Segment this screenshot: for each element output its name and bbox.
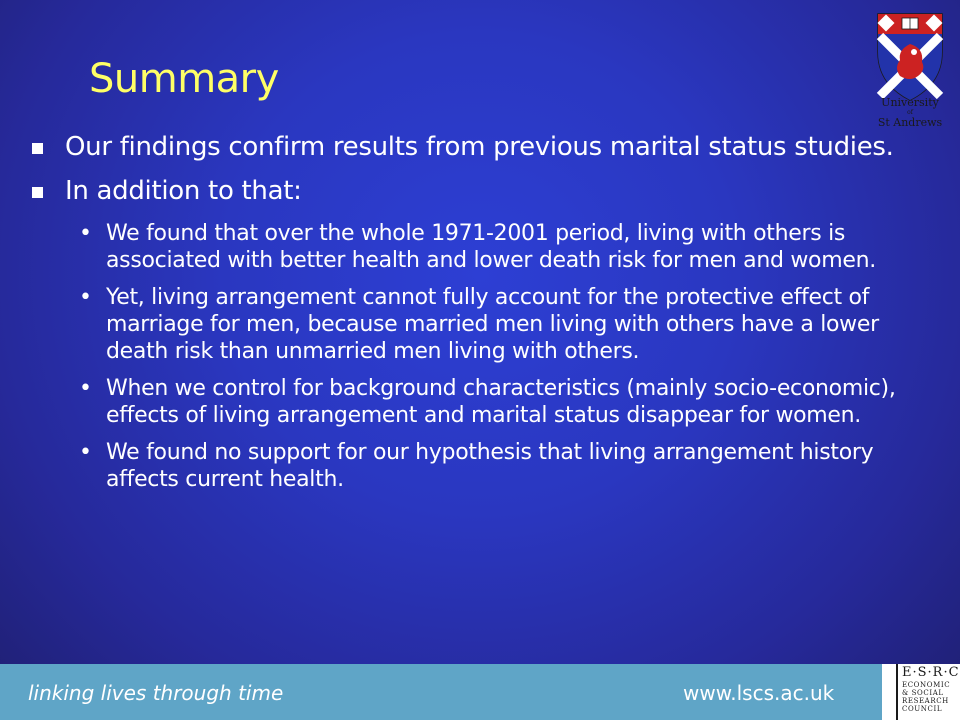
bullet-text: Our findings confirm results from previous marital status studies.: [65, 132, 894, 162]
sub-bullet-item: [0, 220, 896, 274]
esrc-logo-line: & SOCIAL: [902, 689, 944, 697]
sub-bullet-text: When we control for background characteristics (mainly socio-economic), effects of living arrangement and marital status disappear for women.: [106, 376, 896, 428]
dot-bullet-icon: •: [79, 221, 92, 246]
esrc-logo-line: RESEARCH: [902, 697, 949, 705]
esrc-logo: [882, 664, 960, 720]
sub-bullet-text: We found that over the whole 1971-2001 period, living with others is associated with better health and lower death risk for men and women.: [106, 221, 876, 273]
esrc-logo-top: E·S·R·C: [902, 665, 960, 680]
bullet-item: [0, 132, 900, 163]
dot-bullet-icon: •: [79, 440, 92, 465]
university-of: of: [907, 109, 913, 116]
dot-bullet-icon: •: [79, 285, 92, 310]
slide-title: Summary: [89, 56, 279, 102]
university-line-1: University: [881, 96, 939, 109]
esrc-logo-box: [896, 664, 960, 720]
sub-bullet-item: [0, 375, 896, 429]
dot-bullet-icon: •: [79, 376, 92, 401]
esrc-logo-line: COUNCIL: [902, 705, 943, 713]
sub-bullet-item: [0, 439, 896, 493]
bullet-text: In addition to that:: [65, 176, 302, 206]
footer-bar: [0, 664, 960, 720]
sub-bullet-text: We found no support for our hypothesis that living arrangement history affects current health.: [106, 440, 874, 492]
sub-bullet-text: Yet, living arrangement cannot fully account for the protective effect of marriage for men, because married men living with others have a lower death risk than unmarried men living with others.: [106, 285, 879, 364]
square-bullet-icon: [32, 143, 43, 154]
sub-bullet-item: [0, 284, 896, 365]
footer-url-link[interactable]: www.lscs.ac.uk: [683, 681, 835, 705]
slide-content: [0, 132, 900, 503]
square-bullet-icon: [32, 187, 43, 198]
esrc-logo-line: ECONOMIC: [902, 681, 951, 689]
bullet-item: [0, 176, 900, 207]
university-logo-text: [868, 96, 952, 129]
footer-tagline: linking lives through time: [28, 681, 284, 705]
university-line-2: St Andrews: [877, 116, 943, 129]
